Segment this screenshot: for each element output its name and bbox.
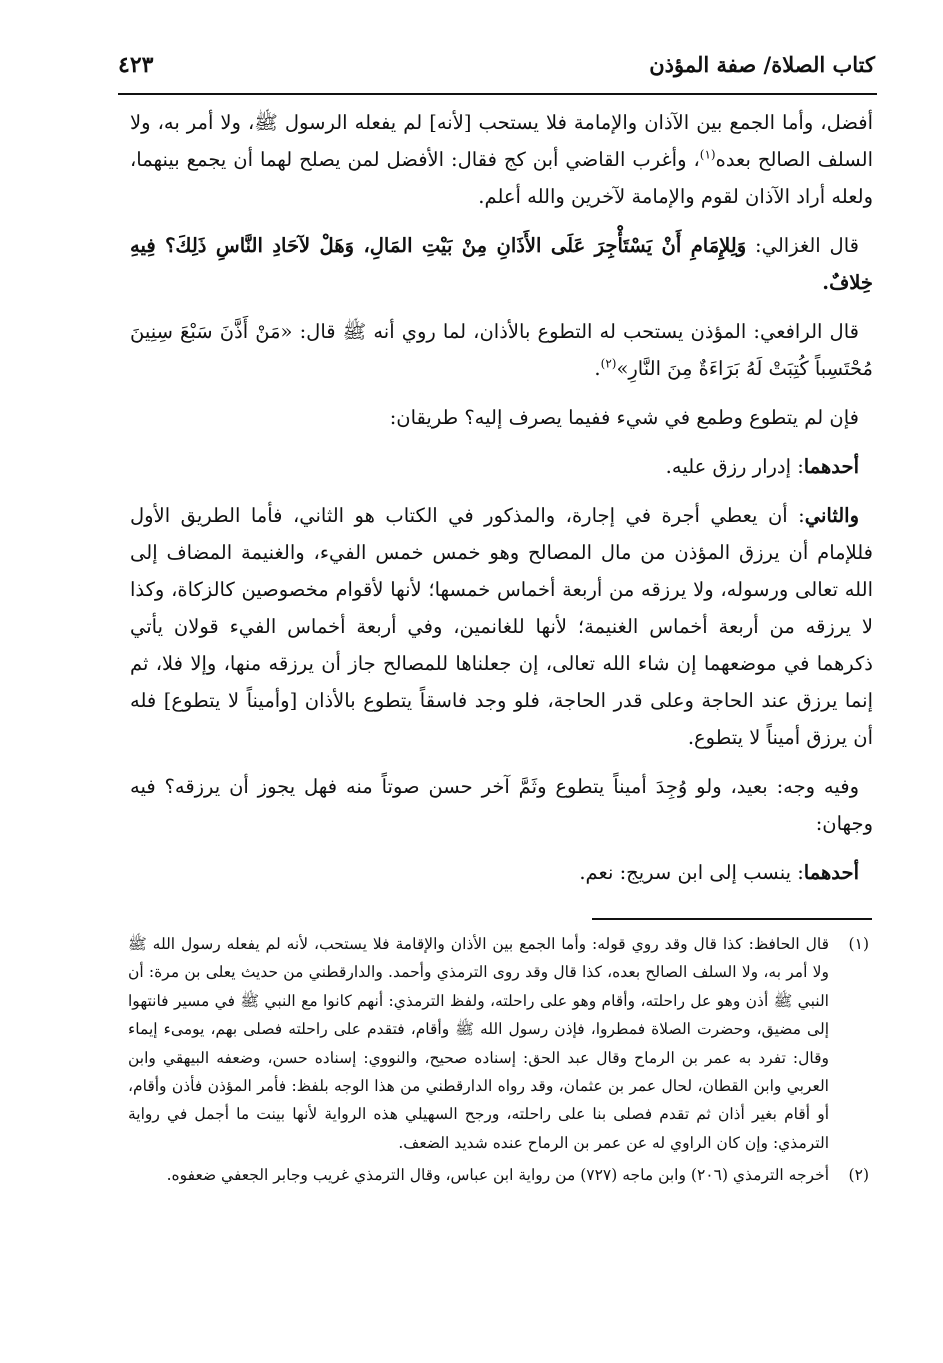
footnote-number: (١)	[848, 935, 869, 953]
footnotes	[128, 930, 871, 1194]
label-first-aspect: أحدهما	[803, 861, 859, 884]
paragraph-second-way: والثاني: أن يعطي أجرة في إجارة، والمذكور في الكتاب هو الثاني، فأما الطريق الأول فللإمام أن يرزق المؤذن من مال المصالح وهو خمس خمس الفيء، والغنيمة المضاف إلى الله تعالى ورسوله، ولا يرزقه من أربعة أخماس خمسها؛ لأنها لأقوام مخصوصين كالزكاة، وكذا لا يرزقه من أربعة أخماس الغنيمة؛ لأنها للغانمين، وفي أربعة أخماس الفيء قولان يأتي ذكرهما في موضعهما إن شاء الله تعالى، إن جعلناها للمصالح جاز أن يرزقه منها، وإلا فلا، ثم إنما يرزق عند الحاجة وعلى قدر الحاجة، فلو وجد فاسقاً يتطوع بالأذان [وأميناً لا يتطوع] فله أن يرزق أميناً لا يتطوع.	[130, 504, 873, 749]
paragraph-first-way: أحدهما: إدرار رزق عليه.	[665, 455, 859, 478]
footnote-ref-1: (١)	[699, 147, 716, 162]
chapter-title: كتاب الصلاة/ صفة المؤذن	[649, 52, 875, 77]
paragraph-first-aspect: أحدهما: ينسب إلى ابن سريج: نعم.	[579, 861, 859, 884]
ghazali-quote: وَلِلإِمَامِ أَنْ يَسْتَأْجِرَ عَلَى الأَذَانِ مِنْ بَيْتِ المَالِ، وَهَلْ لآحَادِ النَّاسِ ذَلِكَ؟ فِيهِ خِلافٌ.	[130, 234, 873, 294]
footnote-number: (٢)	[848, 1166, 869, 1185]
label-second: والثاني	[804, 504, 859, 527]
label-first: أحدهما	[803, 455, 859, 478]
footnote-rule	[592, 918, 872, 920]
footnote-text: قال الحافظ: كذا قال وقد روي قوله: وأما الجمع بين الأذان والإقامة فلا يستحب، لأنه لم يفعله رسول الله ﷺ ولا أمر به، ولا السلف الصالح بعده، كذا قال وقد روى الترمذي وأحمد. والدارقطني من حديث يعلى بن مرة: أن النبي ﷺ أذن وهو عل راحلته، وأقام وهو على راحلته، ولفظ الترمذي: أنهم كانوا مع النبي ﷺ في مسير فانتهوا إلى مضيق، وحضرت الصلاة فمطروا، فإذن رسول الله ﷺ وأقام، فتقدم على راحلته فصلى بهم، يومىء إيماء وقال: تفرد به عمر بن الرماح وقال عبد الحق: إسناده صحيح، والنووي: إسناده حسن، وضعفه البيهقي وابن العربي وابن القطان، لحال عمر بن عثمان، وقد رواه الدارقطني من هذا الوجه بلفظ: فأمر المؤذن فأذن وأقام، أو أقام بغير أذان ثم تقدم فصلى بنا على راحلته، ورجح السهيلي هذه الرواية لأنها بينت ما أجمل في رواية الترمذي: وإن كان الراوي له عن عمر بن الرماح عنده شديد الضعف.	[128, 935, 829, 1152]
main-text	[130, 104, 873, 903]
paragraph-rafii: قال الرافعي: المؤذن يستحب له التطوع بالأذان، لما روي أنه ﷺ قال: «مَنْ أَذَّنَ سَبْعَ سِنِينَ مُحْتَسِباً كُتِبَتْ لَهُ بَرَاءَةٌ مِنَ النَّارِ»$^{(٢)}$.	[130, 320, 873, 380]
running-header	[118, 52, 875, 92]
paragraph-question: فإن لم يتطوع وطمع في شيء ففيما يصرف إليه؟ طريقان:	[389, 406, 859, 429]
footnote-1	[128, 930, 871, 1157]
footnote-text: أخرجه الترمذي (٢٠٦) وابن ماجه (٧٢٧) من رواية ابن عباس، وقال الترمذي غريب وجابر الجعفي ضعفوه.	[166, 1166, 829, 1185]
footnote-ref-2: (٢)	[600, 356, 617, 371]
page-number: ٤٢٣	[118, 52, 154, 78]
paragraph-aspect: وفيه وجه: بعيد، ولو وُجِدَ أميناً يتطوع وثَمَّ آخر حسن صوتاً منه فهل يجوز أن يرزقه؟ فيه وجهان:	[130, 775, 873, 835]
paragraph-ghazali: قال الغزالي: وَلِلإِمَامِ أَنْ يَسْتَأْجِرَ عَلَى الأَذَانِ مِنْ بَيْتِ المَالِ، وَهَلْ لآحَادِ النَّاسِ ذَلِكَ؟ فِيهِ خِلافٌ.	[130, 234, 873, 294]
header-rule	[118, 93, 877, 95]
footnote-2	[128, 1161, 871, 1189]
paragraph-1: أفضل، وأما الجمع بين الآذان والإمامة فلا يستحب [لأنه] لم يفعله الرسول ﷺ، ولا أمر به، ولا السلف الصالح بعده$^{(١)}$، وأغرب القاضي أبن كج فقال: الأفضل لمن يصلح لهما أن يجمع بينهما، ولعله أراد الآذان لقوم والإمامة لآخرين والله أعلم.	[130, 111, 873, 208]
